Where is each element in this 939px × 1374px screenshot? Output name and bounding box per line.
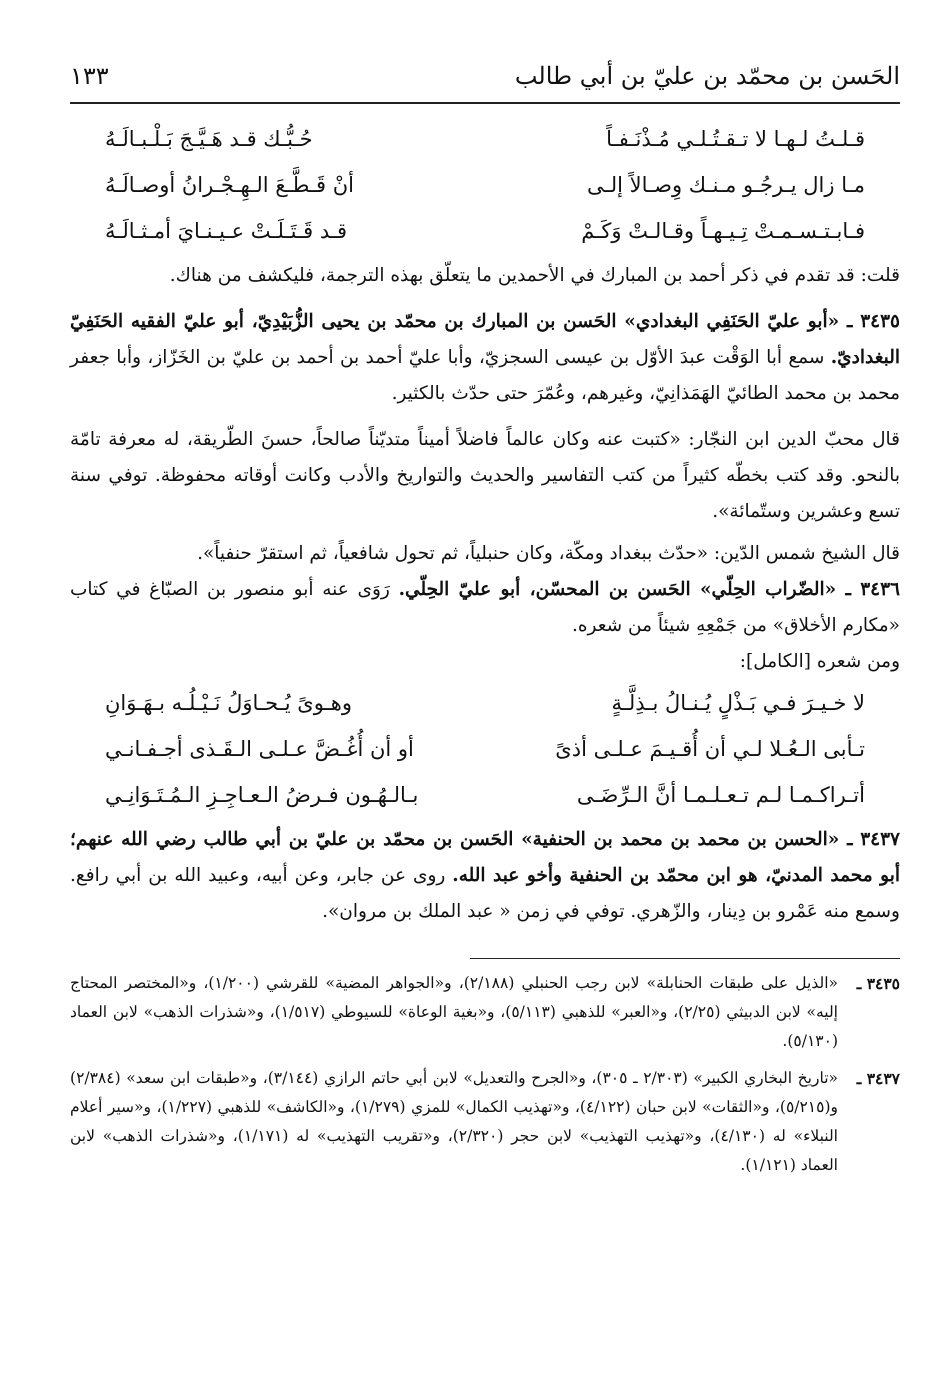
entry-heading: ٣٤٣٥ ـ «أبو عليّ الحَنَفِي البغدادي» الحَسن بن المبارك بن محمّد بن يحيى الزُّبَيْدِيّ، أبو عليّ الفقيه الحَنَفِيّ البغداديّ. xyxy=(70,311,900,368)
footnote-separator xyxy=(470,958,900,959)
footnote xyxy=(70,1064,900,1180)
entry-3435 xyxy=(70,304,900,412)
poem-verse xyxy=(70,726,900,772)
entry-heading: ٣٤٣٦ ـ «الضّراب الحِلّي» الحَسن بن المحسّن، أبو عليّ الحِلّي. xyxy=(398,579,900,600)
poem-verse xyxy=(70,162,900,208)
entry-text: روى عن جابر، وعن أبيه، وعبيد الله بن أبي رافع. وسمع منه عَمْرو بن دِينار، والزّهري. توفي في زمن « عبد الملك بن مروان». xyxy=(70,865,900,922)
book-page xyxy=(70,50,900,1350)
poem-verse xyxy=(70,116,900,162)
verse-first-hemistich: لا خـيـرَ فـي بَـذْلٍ يُـنـالُ بـذِلَّـةٍ xyxy=(611,691,865,715)
footnote-text: «تاريخ البخاري الكبير» (٢/٣٠٣ ـ ٣٠٥)، و«الجرح والتعديل» لابن أبي حاتم الرازي (٣/١٤٤)، و«طبقات ابن سعد» (٢/٣٨٤) و(٥/٢١٥)، و«الثقات» لابن حبان (٤/١٢٢)، و«تهذيب الكمال» للمزي (١/٢٧٩)، و«الكاشف» للذهبي (١/٢٢٧)، و«سير أعلام النبلاء» له (٤/١٣٠)، و«تهذيب التهذيب» لابن حجر (٢/٣٢٠)، و«تقريب التهذيب» له (١/١٧١)، و«شذرات الذهب» لابن العماد (١/١٢١). xyxy=(70,1069,839,1174)
verse-second-hemistich: قـد قَـتَـلَـتْ عـيـنـايَ أمـثـالَـهُ xyxy=(105,219,348,243)
verse-first-hemistich: تـأبى الـعُـلا لـي أن أُقـيـمَ عـلـى أذىً xyxy=(555,737,865,761)
footnote-number: ٣٤٣٥ ـ xyxy=(856,974,900,993)
entry-3436 xyxy=(70,572,900,644)
entry-3437 xyxy=(70,822,900,930)
note-paragraph: قلت: قد تقدم في ذكر أحمد بن المبارك في الأحمدين ما يتعلّق بهذه الترجمة، فليكشف من هناك. xyxy=(169,265,900,286)
entry-text: رَوَى عنه أبو منصور بن الصبّاغ في كتاب «مكارم الأخلاق» من جَمْعِهِ شيئاً من شعره. xyxy=(70,579,900,636)
running-header xyxy=(70,50,900,104)
poem-verse xyxy=(70,680,900,726)
verse-second-hemistich: أنْ قَـطَّـعَ الـهِـجْـرانُ أوصـالَـهُ xyxy=(105,173,354,197)
poem-verse xyxy=(70,772,900,818)
entry-heading: ٣٤٣٧ ـ «الحسن بن محمد بن محمد بن الحنفية» الحَسن بن محمّد بن عليّ بن أبي طالب رضي الله عنهم؛ أبو محمد المدنيّ، هو ابن محمّد بن الحنفية وأخو عبد الله. xyxy=(70,829,900,886)
verse-first-hemistich: قـلـتُ لـهـا لا تـقـتُـلـي مُـذْنَـفـاً xyxy=(606,127,865,151)
poem-block-1 xyxy=(70,116,900,254)
poem-block-2 xyxy=(70,680,900,818)
entry-text: سمع أبا الوَقْت عبدَ الأوّل بن عيسى السجزيّ، وأبا عليّ أحمد بن أحمد بن عليّ بن الخَزّاز، وأبا جعفر محمد بن محمد الطائيّ الهَمَذانِيّ، وغيرهم، وعُمّرَ حتى حدّث بالكثير. xyxy=(70,347,900,404)
verse-first-hemistich: فـابـتـسـمـتْ تِـيـهـاً وقـالـتْ وَكَـمْ xyxy=(581,219,865,243)
verse-second-hemistich: أو أن أُغُـضَّ عـلـى الـقَـذى أجـفـانـي xyxy=(105,737,414,761)
quote-shams-aldin: قال الشيخ شمس الدّين: «حدّث ببغداد ومكّة، وكان حنبلياً، ثم تحول شافعياً، ثم استقرّ حنفياً». xyxy=(197,543,900,564)
quote-ibn-najjar: قال محبّ الدين ابن النجّار: «كتبت عنه وكان عالماً فاضلاً أميناً متديّناً صالحاً، حسنَ الطّريقة، له معرفة تامّة بالنحو. وقد كتب بخطّه كثيراً من كتب التفاسير والحديث والتواريخ والأدب وكانت أوقاته محفوظة. توفي سنة تسع وعشرين وستّمائة». xyxy=(70,429,900,522)
poem-verse xyxy=(70,208,900,254)
verse-first-hemistich: مـا زال يـرجُـو مـنـك وِصـالاً إلـى xyxy=(587,173,865,197)
verse-first-hemistich: أتـراكـمـا لـم تـعـلـمـا أنَّ الـرِّضَـى xyxy=(576,783,865,807)
verse-second-hemistich: بـالـهُـون فـرضُ الـعـاجِـزِ الـمُـتَـوَانِـي xyxy=(105,783,419,807)
verse-second-hemistich: حُـبُّـك قـد هَـيَّـجَ بَـلْـبـالَـهُ xyxy=(105,127,313,151)
running-title: الحَسن بن محمّد بن عليّ بن أبي طالب xyxy=(514,62,900,90)
poem-intro: ومن شعره [الكامل]: xyxy=(739,651,900,672)
verse-second-hemistich: وهـوىً يُـحـاوَلُ نَـيْـلُـه بـهَـوَانِ xyxy=(105,691,352,715)
footnote-text: «الذيل على طبقات الحنابلة» لابن رجب الحنبلي (٢/١٨٨)، و«الجواهر المضية» للقرشي (١/٢٠٠)، و«المختصر المحتاج إليه» لابن الدبيثي (٢/٢٥)، و«العبر» للذهبي (٥/١١٣)، و«بغية الوعاة» للسيوطي (١/٥١٧)، و«شذرات الذهب» لابن العماد (٥/١٣٠). xyxy=(70,974,838,1050)
footnote-number: ٣٤٣٧ ـ xyxy=(856,1069,900,1088)
footnote xyxy=(70,969,900,1056)
page-number: ١٣٣ xyxy=(70,62,109,90)
